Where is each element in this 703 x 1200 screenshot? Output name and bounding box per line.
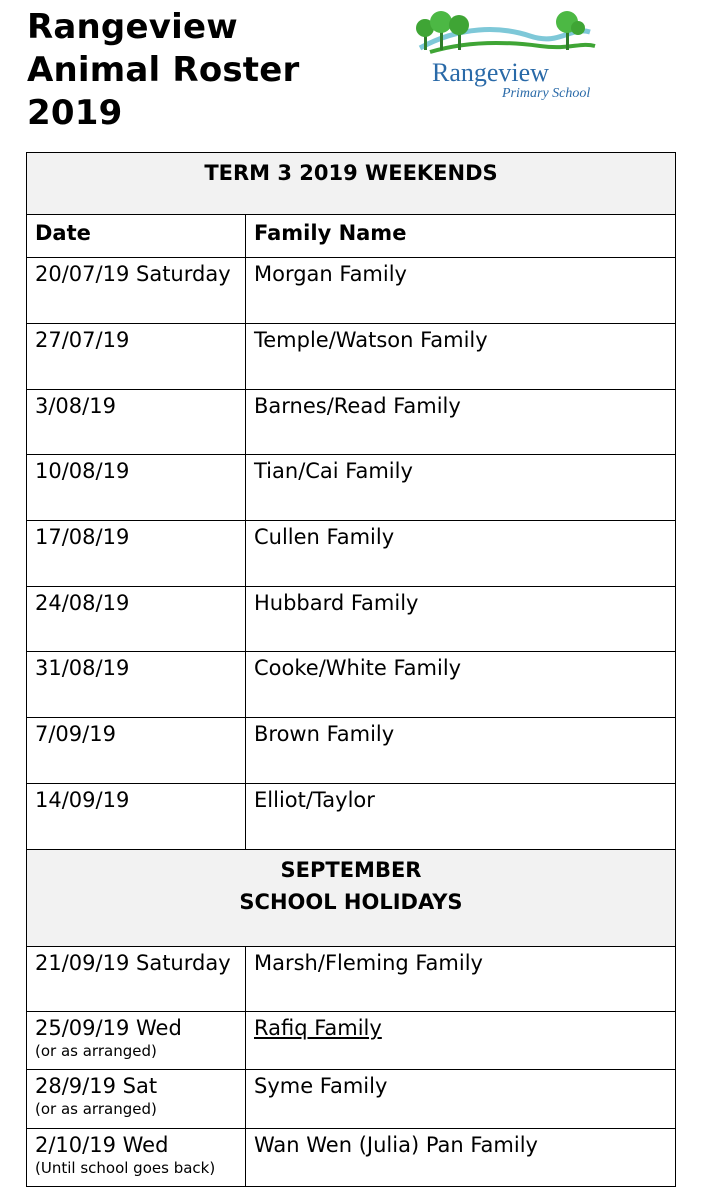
date-cell: 14/09/19 — [27, 784, 246, 850]
table-row — [27, 1012, 676, 1070]
family-cell: Tian/Cai Family — [246, 455, 676, 521]
table-row — [27, 455, 676, 521]
date-cell: 21/09/19 Saturday — [27, 947, 246, 1012]
roster-table — [26, 152, 676, 1187]
table-row — [27, 521, 676, 587]
family-cell: Syme Family — [246, 1070, 676, 1129]
holiday-heading-row — [27, 850, 676, 947]
school-logo — [410, 6, 600, 106]
term-heading-row — [27, 153, 676, 215]
table-row — [27, 947, 676, 1012]
date-cell: 27/07/19 — [27, 324, 246, 390]
table-row — [27, 324, 676, 390]
family-cell: Hubbard Family — [246, 587, 676, 652]
date-cell: 7/09/19 — [27, 718, 246, 784]
family-cell: Wan Wen (Julia) Pan Family — [246, 1129, 676, 1187]
holiday-heading-line-2: SCHOOL HOLIDAYS — [239, 890, 463, 914]
date-cell: 17/08/19 — [27, 521, 246, 587]
family-cell: Cullen Family — [246, 521, 676, 587]
logo-subtitle: Primary School — [502, 86, 591, 101]
family-cell — [246, 1012, 676, 1070]
holiday-heading-line-1: SEPTEMBER — [280, 858, 422, 882]
table-row — [27, 1070, 676, 1129]
table-row — [27, 1129, 676, 1187]
table-row — [27, 652, 676, 718]
family-cell: Temple/Watson Family — [246, 324, 676, 390]
page-title — [27, 6, 300, 135]
date-text: 28/9/19 Sat — [35, 1074, 158, 1098]
family-cell: Brown Family — [246, 718, 676, 784]
holiday-heading — [27, 850, 676, 947]
title-line-3: 2019 — [27, 93, 123, 133]
term-heading: TERM 3 2019 WEEKENDS — [27, 153, 676, 215]
hills-and-trees-icon — [410, 6, 600, 66]
title-line-1: Rangeview — [27, 7, 238, 47]
date-cell — [27, 1012, 246, 1070]
table-row — [27, 587, 676, 652]
date-note: (Until school goes back) — [35, 1159, 216, 1177]
column-header-date: Date — [27, 215, 246, 258]
date-cell — [27, 1129, 246, 1187]
date-cell — [27, 1070, 246, 1129]
table-row — [27, 718, 676, 784]
date-text: 2/10/19 Wed — [35, 1133, 169, 1157]
date-text: 25/09/19 Wed — [35, 1016, 182, 1040]
title-line-2: Animal Roster — [27, 50, 300, 90]
table-row — [27, 784, 676, 850]
date-cell: 10/08/19 — [27, 455, 246, 521]
date-cell: 20/07/19 Saturday — [27, 258, 246, 324]
date-note: (or as arranged) — [35, 1100, 157, 1118]
family-text: Rafiq Family — [254, 1016, 382, 1040]
table-row — [27, 258, 676, 324]
table-row — [27, 390, 676, 455]
family-cell: Barnes/Read Family — [246, 390, 676, 455]
family-cell: Marsh/Fleming Family — [246, 947, 676, 1012]
date-cell: 3/08/19 — [27, 390, 246, 455]
date-cell: 24/08/19 — [27, 587, 246, 652]
date-cell: 31/08/19 — [27, 652, 246, 718]
family-cell: Cooke/White Family — [246, 652, 676, 718]
date-note: (or as arranged) — [35, 1042, 157, 1060]
family-cell: Elliot/Taylor — [246, 784, 676, 850]
family-cell: Morgan Family — [246, 258, 676, 324]
column-header-family: Family Name — [246, 215, 676, 258]
logo-name: Rangeview — [432, 58, 549, 87]
column-header-row — [27, 215, 676, 258]
